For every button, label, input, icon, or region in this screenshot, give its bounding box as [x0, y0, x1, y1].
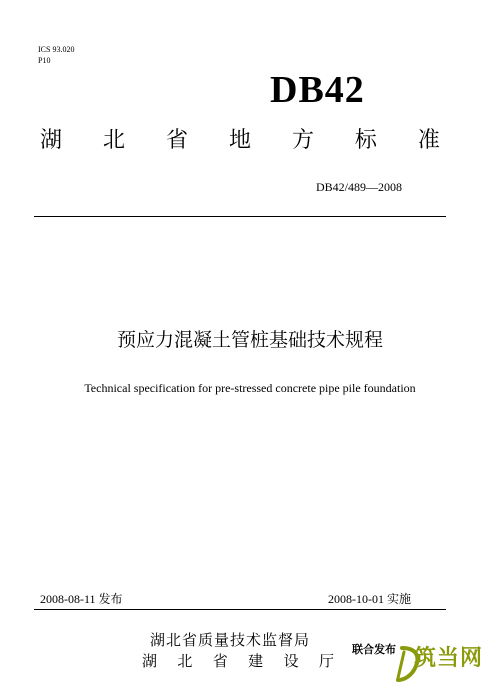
standard-number: DB42/489—2008: [316, 180, 403, 194]
issuer-char: 湖: [142, 652, 158, 670]
issuer-char: 北: [177, 652, 193, 670]
implementation-date: 2008-10-01 实施: [328, 592, 411, 606]
standard-type-char: 湖: [40, 128, 63, 153]
issuer-char: 厅: [318, 652, 334, 670]
standard-type: [40, 127, 440, 155]
standard-type-char: 标: [354, 128, 377, 153]
issuer-construction-dept: [142, 652, 334, 671]
standard-logo: DB42: [270, 69, 365, 111]
top-divider: [34, 216, 446, 217]
standard-type-char: 方: [291, 128, 314, 153]
issuer-char: 建: [248, 652, 264, 670]
issuer-char: 设: [283, 652, 299, 670]
chinese-title: 预应力混凝土管桩基础技术规程: [116, 329, 383, 351]
bottom-divider: [34, 609, 446, 610]
standard-type-char: 地: [228, 128, 251, 153]
standard-type-char: 准: [417, 128, 440, 153]
issue-date: 2008-08-11 发布: [40, 592, 123, 606]
joint-issue-label: 联合发布: [352, 643, 396, 656]
english-title: Technical specification for pre-stressed concrete pipe pile foundation: [84, 381, 416, 395]
standard-type-char: 北: [102, 128, 125, 153]
ccs-code: P10: [38, 56, 51, 65]
issuer-quality-bureau: 湖北省质量技术监督局: [150, 631, 311, 649]
standard-type-char: 省: [165, 128, 188, 153]
issuer-char: 省: [212, 652, 228, 670]
watermark-text: 筑当网: [414, 646, 484, 671]
watermark: [392, 642, 500, 686]
ics-code: ICS 93.020: [38, 45, 75, 54]
